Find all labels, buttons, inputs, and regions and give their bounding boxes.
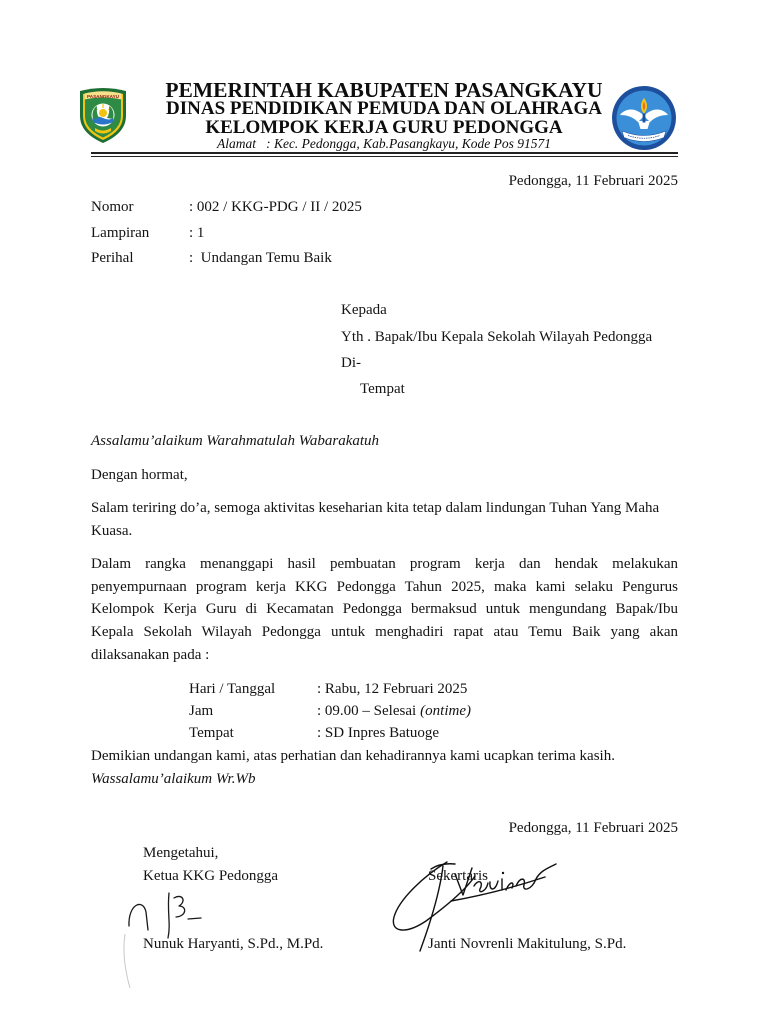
closing-salutation: Wassalamu’alaikum Wr.Wb: [91, 771, 256, 787]
schedule-label: Jam: [189, 703, 214, 719]
recipient-addressee: Yth . Bapak/Ibu Kepala Sekolah Wilayah Pedongga: [341, 329, 653, 345]
signatory-right-role: Sekertaris: [428, 868, 488, 884]
meta-row-nomor: [91, 197, 678, 217]
recipient-to: Kepada: [341, 302, 387, 318]
acknowledged-label: Mengetahui,: [143, 845, 219, 861]
tut-wuri-handayani-logo: [611, 85, 677, 151]
greeting: Dengan hormat,: [91, 467, 188, 483]
meta-label: Perihal: [91, 250, 134, 266]
schedule-value: : SD Inpres Batuoge: [317, 725, 440, 741]
letterhead-government-name: PEMERINTAH KABUPATEN PASANGKAYU: [165, 78, 603, 102]
body-line: Kepala Sekolah Wilayah Pedongga untuk menghadiri rapat atau Temu Baik yang akan: [91, 624, 678, 640]
meta-value: : Undangan Temu Baik: [189, 250, 332, 266]
logo-lettering: PASANGKAYU: [87, 93, 119, 99]
signing-date: Pedongga, 11 Februari 2025: [508, 820, 678, 836]
signatory-left-name: Nunuk Haryanti, S.Pd., M.Pd.: [143, 936, 324, 952]
meta-label: Lampiran: [91, 225, 150, 241]
meta-value: : 002 / KKG-PDG / II / 2025: [189, 199, 362, 215]
schedule-value: : Rabu, 12 Februari 2025: [317, 681, 468, 697]
signatory-right-name: Janti Novrenli Makitulung, S.Pd.: [428, 936, 627, 952]
schedule-label: Tempat: [189, 725, 234, 741]
letterhead-address: Alamat : Kec. Pedongga, Kab.Pasangkayu, Kode Pos 91571: [216, 136, 552, 151]
meta-row-lampiran: [91, 223, 678, 243]
body-line: penyempurnaan program kerja KKG Pedongga Tahun 2025, maka kami selaku Pengurus: [91, 579, 678, 595]
schedule-row-place: [189, 723, 678, 743]
letterhead-group-name: KELOMPOK KERJA GURU PEDONGGA: [205, 117, 563, 138]
letterhead-agency-name: DINAS PENDIDIKAN PEMUDA DAN OLAHRAGA: [166, 98, 602, 119]
intro-line: Kuasa.: [91, 523, 133, 539]
body-line: dilaksanakan pada :: [91, 647, 210, 663]
schedule-row-time: [189, 701, 678, 721]
schedule-value: : 09.00 – Selesai: [317, 703, 417, 719]
body-line: Kelompok Kerja Guru di Kecamatan Pedongga bermaksud untuk mengundang Bapak/Ibu: [91, 601, 678, 617]
signatory-left-role: Ketua KKG Pedongga: [143, 868, 278, 884]
schedule-value-group: [317, 701, 471, 721]
meta-label: Nomor: [91, 199, 134, 215]
letterhead-double-rule: [91, 152, 678, 157]
recipient-at: Di-: [341, 355, 361, 371]
letter-date: Pedongga, 11 Februari 2025: [508, 173, 678, 189]
intro-line: Salam teriring do’a, semoga aktivitas keseharian kita tetap dalam lindungan Tuhan Yang Maha: [91, 500, 660, 516]
schedule-label: Hari / Tanggal: [189, 681, 276, 697]
schedule-note: (ontime): [420, 703, 471, 719]
meta-row-perihal: [91, 248, 678, 268]
recipient-place: Tempat: [360, 381, 405, 397]
opening-salutation: Assalamu’alaikum Warahmatulah Wabarakatuh: [91, 433, 380, 449]
body-line: Dalam rangka menanggapi hasil pembuatan program kerja dan hendak melakukan: [91, 556, 678, 572]
closing-text: Demikian undangan kami, atas perhatian dan kehadirannya kami ucapkan terima kasih.: [91, 748, 615, 764]
schedule-row-date: [189, 679, 678, 699]
meta-value: : 1: [189, 225, 205, 241]
